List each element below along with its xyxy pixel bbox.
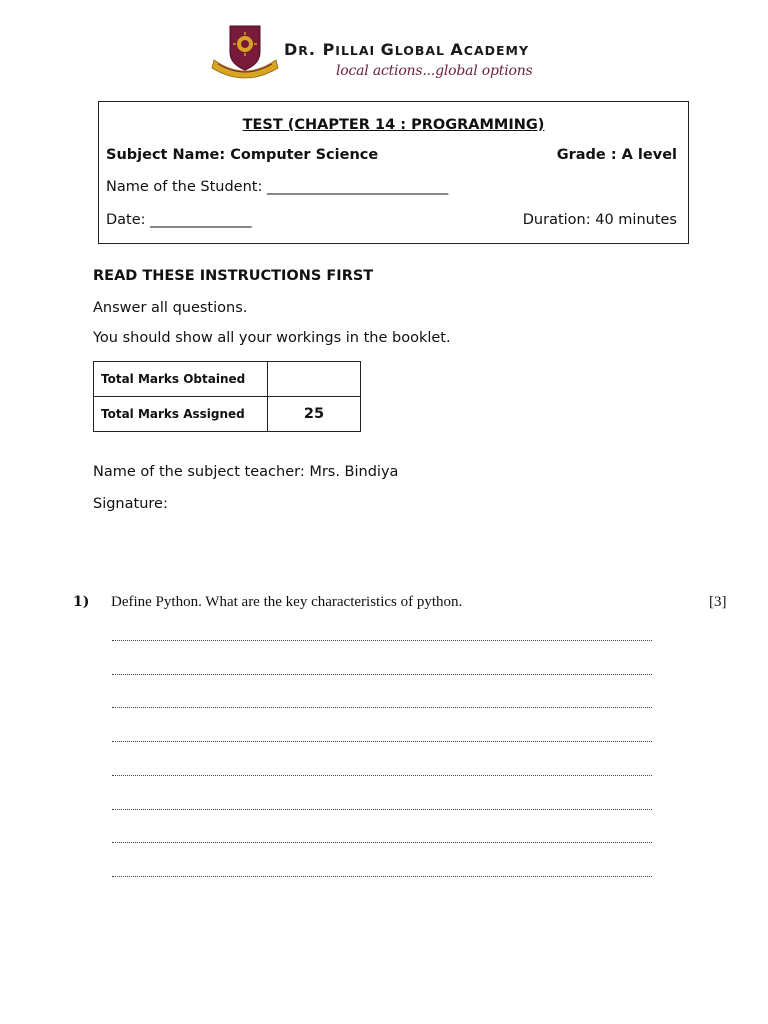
test-info-box: [98, 101, 689, 244]
test-title: TEST (CHAPTER 14 : PROGRAMMING): [242, 117, 545, 133]
student-name-row: [106, 179, 677, 195]
marks-assigned-value: 25: [268, 397, 361, 432]
answer-line[interactable]: [112, 741, 652, 742]
school-tagline: local actions...global options: [336, 63, 533, 79]
question-text: Define Python. What are the key characteristics of python.: [111, 594, 463, 610]
answer-line[interactable]: [112, 674, 652, 675]
marks-table: [93, 361, 361, 432]
question-marks: [3]: [709, 594, 727, 610]
date-duration-row: [106, 212, 677, 228]
answer-line[interactable]: [112, 876, 652, 877]
instruction-line: Answer all questions.: [93, 300, 248, 316]
duration: Duration: 40 minutes: [522, 212, 677, 228]
signature-label: Signature:: [93, 496, 168, 512]
marks-obtained-value[interactable]: [268, 362, 361, 397]
answer-line[interactable]: [112, 775, 652, 776]
table-row: [94, 362, 361, 397]
marks-obtained-label: Total Marks Obtained: [94, 362, 268, 397]
answer-line[interactable]: [112, 842, 652, 843]
subject-name: Subject Name: Computer Science: [106, 147, 379, 163]
school-header: [208, 24, 568, 84]
school-name: DR. PILLAI GLOBAL ACADEMY: [284, 40, 530, 59]
marks-assigned-label: Total Marks Assigned: [94, 397, 268, 432]
instructions-heading: READ THESE INSTRUCTIONS FIRST: [93, 268, 374, 284]
subject-grade-row: [106, 147, 677, 163]
answer-line[interactable]: [112, 707, 652, 708]
instruction-line: You should show all your workings in the booklet.: [93, 330, 451, 346]
answer-line[interactable]: [112, 809, 652, 810]
question-number: 1): [73, 594, 90, 610]
subject-teacher: Name of the subject teacher: Mrs. Bindiya: [93, 464, 399, 480]
answer-line[interactable]: [112, 640, 652, 641]
table-row: [94, 397, 361, 432]
school-crest-icon: [208, 24, 282, 80]
date-field[interactable]: Date: ______________: [106, 212, 252, 228]
student-name-field[interactable]: Name of the Student: _________________________: [106, 179, 449, 195]
grade: Grade : A level: [556, 147, 677, 163]
